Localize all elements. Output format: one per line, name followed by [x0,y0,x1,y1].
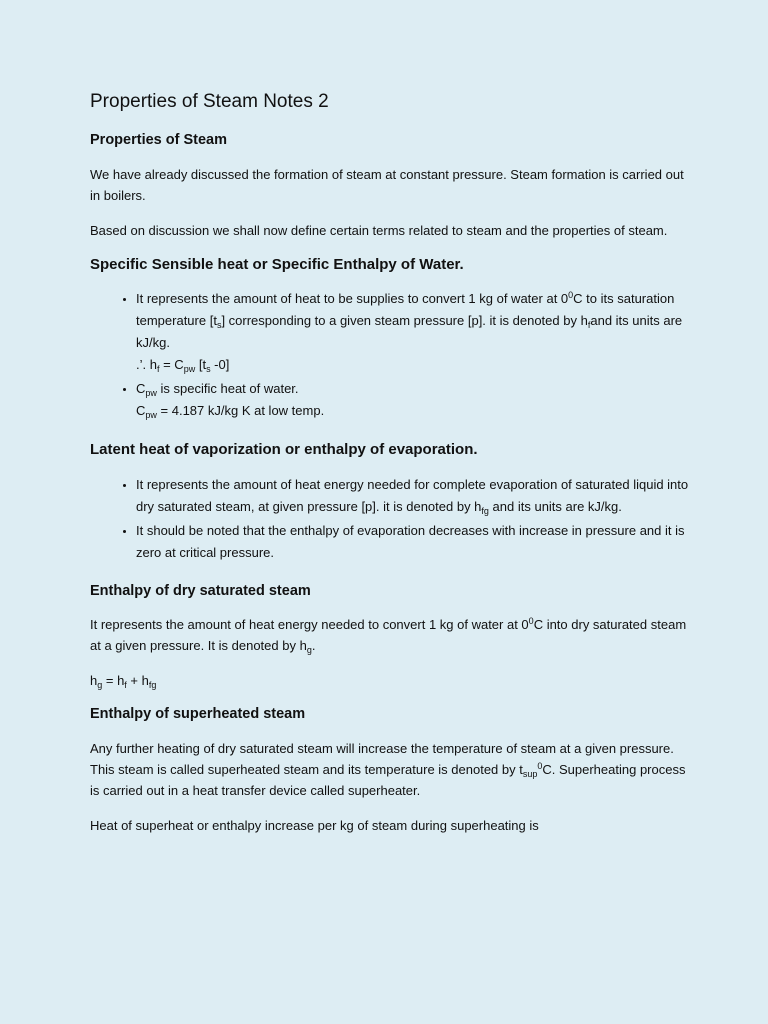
section-heading-properties-of-steam: Properties of Steam [90,131,227,148]
section-heading-sensible-heat: Specific Sensible heat or Specific Enthalpy of Water. [90,255,464,273]
bullet-list-sensible-heat [90,288,690,422]
paragraph-superheated: Any further heating of dry saturated steam will increase the temperature of steam at a given pressure. This steam is called superheated steam and its temperature is denoted by $t_{sup}^0C$. Superheating process is carried out in a heat transfer device called superheater. [90,741,686,799]
equation-cpw: $C_{pw} = 4.187$ kJ/kg K at low temp. [136,403,325,421]
equation-hf: .’. $h_f = C_{pw}$ [$t_s$ -0] [136,357,230,375]
section-heading-superheated-steam: Enthalpy of superheated steam [90,706,306,723]
section-heading-latent-heat: Latent heat of vaporization or enthalpy of evaporation. [90,441,478,459]
equation-hg: $h_g = h_f + h_{fg}$ [90,673,157,691]
list-item: • $C_{pw}$ is specific heat of water. $C_{pw} = 4.187$ kJ/kg K at low temp. [136,378,690,422]
document-title: Properties of Steam Notes 2 [90,91,329,112]
section-heading-dry-saturated-steam: Enthalpy of dry saturated steam [90,582,311,599]
list-item: • It represents the amount of heat energy needed for complete evaporation of saturated liquid into dry saturated steam, at given pressure [p]. it is denoted by $h_{fg}$ and its units are kJ/kg. [136,474,690,518]
paragraph-steam-formation: We have already discussed the formation of steam at constant pressure. Steam formation is carried out in boilers. [90,166,684,203]
paragraph-dry-saturated: It represents the amount of heat energy needed to convert 1 kg of water at $0^0C$ into dry saturated steam at a given pressure. It is denoted by $h_g$. [90,616,687,656]
paragraph-based-on-discussion: Based on discussion we shall now define certain terms related to steam and the properties of steam. [90,222,668,238]
bullet-list-latent-heat [90,474,690,564]
document-page [90,90,690,850]
list-item: • It represents the amount of heat to be supplies to convert 1 kg of water at $0^0C$ to its saturation temperature $[t_s]$ corresponding to a given steam pressure [p]. it is denoted by $h_fand$ its units are kJ/kg. .’. $h_f = C_{pw}$ [$t_s$ -0] [136,288,690,376]
list-item: • It should be noted that the enthalpy of evaporation decreases with increase in pressure and it is zero at critical pressure. [136,520,690,564]
paragraph-heat-of-superheat: Heat of superheat or enthalpy increase per kg of steam during superheating is [90,818,539,834]
